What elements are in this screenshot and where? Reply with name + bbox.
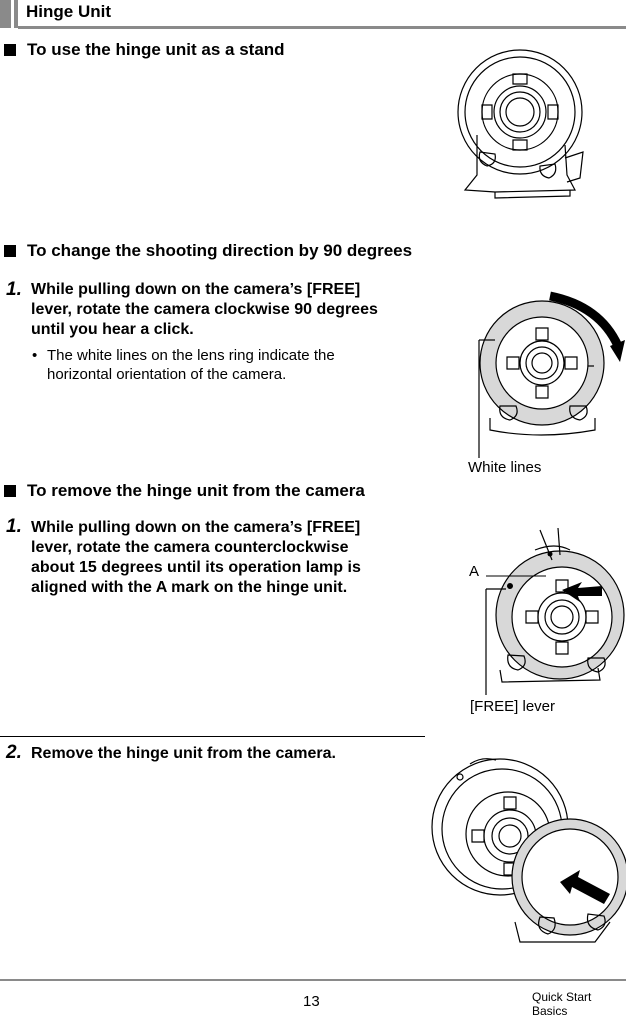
footer-rule	[0, 979, 626, 981]
header-block	[0, 0, 11, 28]
step-line: While pulling down on the camera’s [FREE]	[31, 281, 361, 298]
section-bullet-square	[4, 485, 16, 497]
bullet-mark: •	[32, 347, 38, 364]
step-line: about 15 degrees until its operation lamp is	[31, 559, 361, 576]
camera-rotate-illustration	[470, 288, 625, 458]
camera-stand-illustration	[455, 40, 585, 210]
step-line: aligned with the A mark on the hinge unit.	[31, 579, 348, 596]
step-line: until you hear a click.	[31, 321, 194, 338]
step-number: 1.	[6, 279, 22, 300]
bullet-line: The white lines on the lens ring indicate the	[47, 347, 335, 364]
figure-label-a: A	[469, 563, 480, 580]
header-rule	[18, 26, 626, 29]
footer-section-name: Quick Start Basics	[532, 990, 592, 1018]
bullet-line: horizontal orientation of the camera.	[47, 366, 287, 383]
step-number: 2.	[6, 742, 22, 763]
step-text: Remove the hinge unit from the camera.	[31, 745, 336, 762]
page-title: Hinge Unit	[26, 2, 111, 21]
step-divider	[0, 736, 425, 737]
camera-removed-illustration	[420, 742, 626, 947]
step-line: lever, rotate the camera counterclockwise	[31, 539, 349, 556]
section-bullet-square	[4, 44, 16, 56]
step-line: lever, rotate the camera clockwise 90 degrees	[31, 301, 378, 318]
section-title: To remove the hinge unit from the camera	[27, 481, 365, 500]
section-title: To use the hinge unit as a stand	[27, 40, 285, 59]
section-bullet-square	[4, 245, 16, 257]
header-block-thin	[14, 0, 18, 28]
camera-align-illustration	[480, 520, 626, 695]
section-heading-remove	[4, 481, 365, 501]
bullet-text	[47, 346, 335, 384]
section-heading-rotate	[4, 241, 412, 261]
page-number: 13	[303, 993, 320, 1010]
step-number: 1.	[6, 516, 22, 537]
step-line: While pulling down on the camera’s [FREE]	[31, 519, 361, 536]
step-text	[31, 518, 361, 598]
figure-label-white-lines: White lines	[468, 459, 542, 476]
section-heading-stand	[4, 40, 285, 60]
figure-label-free-lever: [FREE] lever	[470, 698, 556, 715]
section-title: To change the shooting direction by 90 degrees	[27, 241, 413, 260]
step-text	[31, 280, 378, 340]
